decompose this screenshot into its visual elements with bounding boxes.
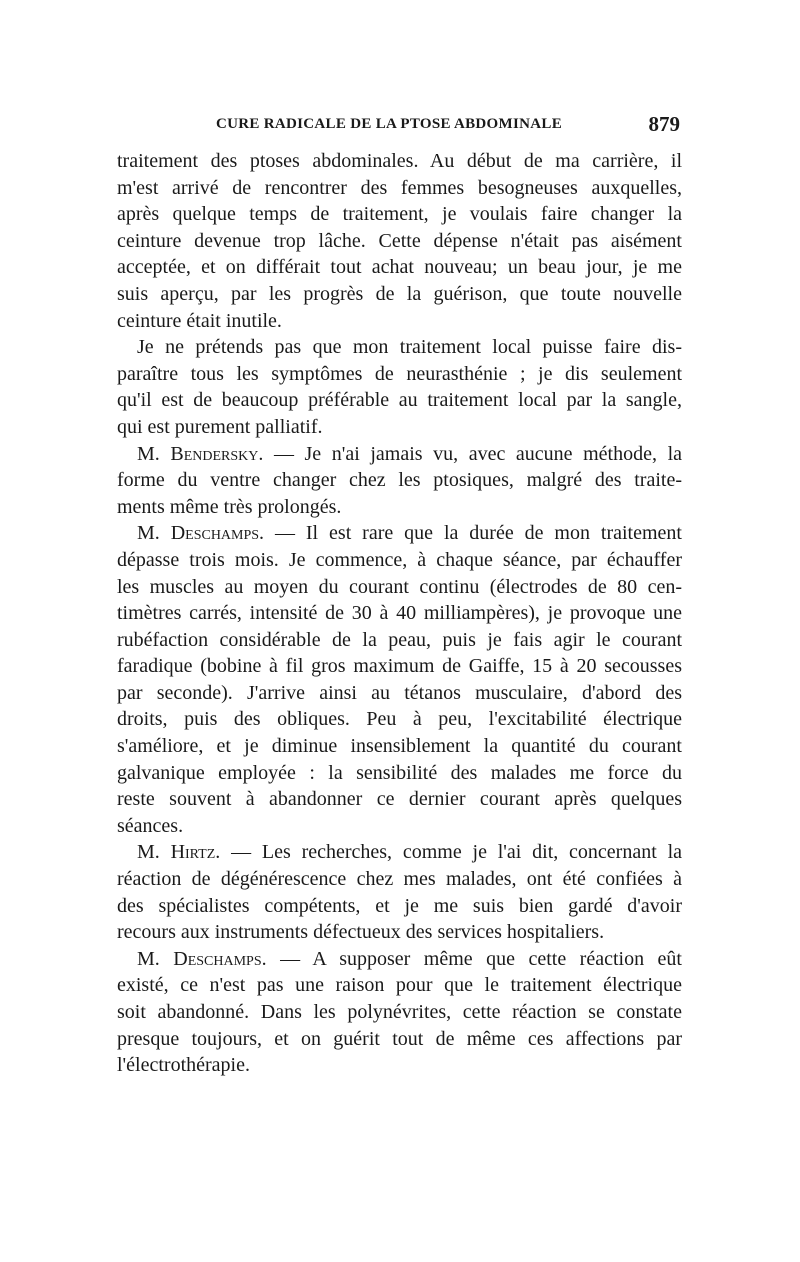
text-line: séances. <box>117 814 184 837</box>
text-line: acceptée, et on différait tout achat nouveau; un beau jour, je me <box>117 256 682 279</box>
text-line: s'améliore, et je diminue insensiblement la quantité du courant <box>117 735 682 758</box>
running-title: CURE RADICALE DE LA PTOSE ABDOMINALE <box>216 116 562 132</box>
text-line: suis aperçu, par les progrès de la guérison, que toute nouvelle <box>117 282 682 305</box>
paragraph <box>117 334 682 440</box>
text-line: qu'il est de beaucoup préférable au traitement local par la sangle, <box>117 389 682 412</box>
text-line: après quelque temps de traitement, je voulais faire changer la <box>117 203 682 226</box>
text-line: timètres carrés, intensité de 30 à 40 milliampères), je provoque une <box>117 602 682 625</box>
text-line: par seconde). J'arrive ainsi au tétanos musculaire, d'abord des <box>117 681 682 704</box>
text-line: forme du ventre changer chez les ptosiques, malgré des traite- <box>117 469 682 492</box>
text-line: qui est purement palliatif. <box>117 415 323 438</box>
text-line: ceinture devenue trop lâche. Cette dépense n'était pas aisément <box>117 229 682 252</box>
text-line: presque toujours, et on guérit tout de même ces affections par <box>117 1027 682 1050</box>
paragraph <box>117 946 682 1079</box>
speaker-name: M. Hirtz. <box>137 841 221 864</box>
text-line: dépasse trois mois. Je commence, à chaque séance, par échauffer <box>117 548 682 571</box>
text-line: réaction de dégénérescence chez mes malades, ont été confiées à <box>117 868 682 891</box>
text-line: ments même très prolongés. <box>117 495 342 518</box>
text-span: — Je n'ai jamais vu, avec aucune méthode, la <box>263 442 682 465</box>
book-page <box>117 112 682 1079</box>
text-line: existé, ce n'est pas une raison pour que le traitement électrique <box>117 974 682 997</box>
text-line: traitement des ptoses abdominales. Au début de ma carrière, il <box>117 150 682 172</box>
paragraph <box>117 839 682 945</box>
text-line <box>117 946 682 973</box>
text-line: soit abandonné. Dans les polynévrites, cette réaction se constate <box>117 1001 682 1023</box>
text-line: faradique (bobine à fil gros maximum de Gaiffe, 15 à 20 secousses <box>117 655 682 678</box>
running-header <box>117 112 682 144</box>
speaker-name: M. Deschamps. <box>137 522 265 545</box>
text-line: Je ne prétends pas que mon traitement local puisse faire dis- <box>137 336 682 359</box>
text-line <box>117 520 682 547</box>
speaker-name: M. Bendersky. <box>137 442 264 465</box>
text-line: galvanique employée : la sensibilité des malades me force du <box>117 761 682 784</box>
text-span: — A supposer même que cette réaction eût <box>266 947 682 970</box>
text-line <box>117 441 682 468</box>
paragraph <box>117 441 682 521</box>
text-line: paraître tous les symptômes de neurasthénie ; je dis seulement <box>117 362 682 385</box>
text-span: — Les recherches, comme je l'ai dit, concernant la <box>220 841 682 864</box>
speaker-name: M. Deschamps. <box>137 947 267 970</box>
text-line: l'électrothérapie. <box>117 1054 250 1077</box>
text-span: — Il est rare que la durée de mon traitement <box>264 522 682 545</box>
text-line: reste souvent à abandonner ce dernier courant après quelques <box>117 788 682 811</box>
text-line: des spécialistes compétents, et je me suis bien gardé d'avoir <box>117 894 682 917</box>
text-line: les muscles au moyen du courant continu (électrodes de 80 cen- <box>117 575 682 598</box>
text-line: recours aux instruments défectueux des services hospitaliers. <box>117 921 605 944</box>
paragraph <box>117 520 682 839</box>
page-number: 879 <box>648 112 680 136</box>
text-line: m'est arrivé de rencontrer des femmes besogneuses auxquelles, <box>117 176 682 199</box>
text-line: ceinture était inutile. <box>117 309 282 332</box>
text-line <box>117 839 682 866</box>
text-line: rubéfaction considérable de la peau, puis je fais agir le courant <box>117 628 682 651</box>
text-line: droits, puis des obliques. Peu à peu, l'excitabilité électrique <box>117 708 682 731</box>
paragraph <box>117 148 682 334</box>
